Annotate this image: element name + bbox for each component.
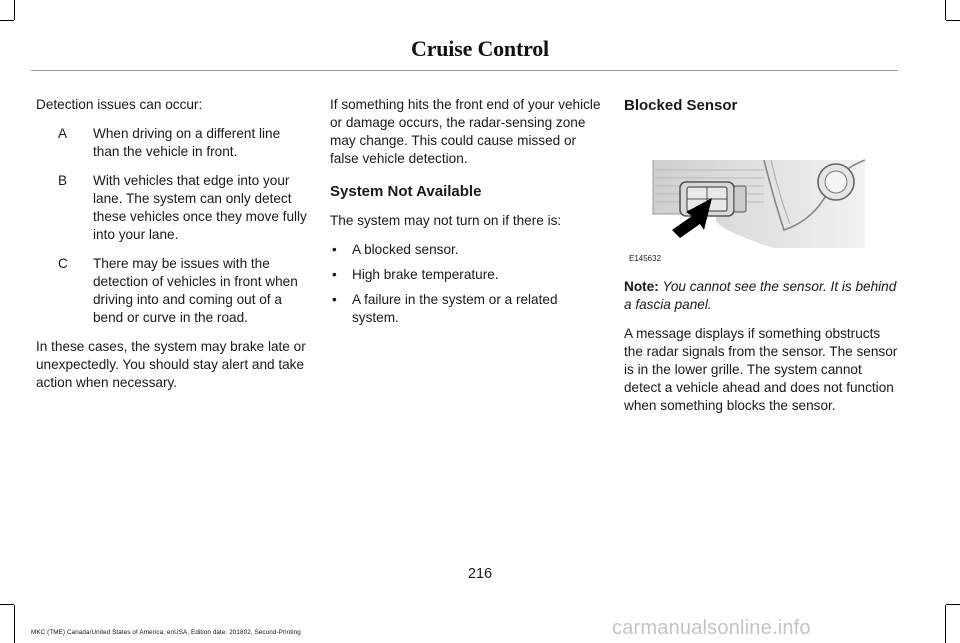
crop-mark [946, 20, 960, 21]
column-3 [624, 96, 899, 426]
list-item-key: C [58, 256, 68, 271]
list-item [36, 172, 308, 244]
bullet-text: High brake temperature. [352, 267, 499, 282]
note-paragraph [624, 278, 899, 314]
blocked-sensor-paragraph: A message displays if something obstructs the radar signals from the sensor. The sensor is in the lower grille. The system cannot detect a vehicle ahead and does not function when something blocks the sensor. [624, 326, 898, 413]
bullet-icon: • [332, 242, 337, 257]
page-number: 216 [467, 566, 493, 582]
bullet-item [330, 266, 602, 284]
bullet-text: A blocked sensor. [352, 242, 459, 257]
header-rule [31, 70, 898, 71]
bullet-item [330, 291, 602, 327]
section-heading-system-not-available: System Not Available [330, 183, 482, 200]
list-item-text: When driving on a different line than the vehicle in front. [93, 126, 281, 159]
bumper-grille-image [624, 130, 865, 255]
section-heading-blocked-sensor: Blocked Sensor [624, 97, 738, 114]
availability-lead: The system may not turn on if there is: [330, 213, 562, 228]
figure-code: E145632 [629, 254, 662, 263]
crop-mark [14, 0, 15, 20]
list-item-text: There may be issues with the detection of vehicles in front when driving into and coming out of a bend or curve in the road. [93, 256, 298, 325]
list-item [36, 125, 308, 161]
page-title: Cruise Control [411, 36, 549, 61]
list-item-key: B [58, 173, 68, 188]
note-text: You cannot see the sensor. It is behind a fascia panel. [624, 279, 897, 312]
list-item [36, 255, 308, 327]
bullet-icon: • [332, 292, 337, 307]
crop-mark [946, 604, 960, 605]
closing-paragraph: In these cases, the system may brake late or unexpectedly. You should stay alert and take action when necessary. [36, 339, 306, 390]
list-item-key: A [58, 126, 68, 141]
bullet-item [330, 241, 602, 259]
note-label: Note: [624, 279, 659, 294]
column-1 [36, 96, 308, 403]
column-2 [330, 96, 602, 334]
crop-mark [945, 605, 946, 643]
damage-paragraph: If something hits the front end of your vehicle or damage occurs, the radar-sensing zone may change. This could cause missed or false vehicle detection. [330, 97, 601, 166]
list-item-text: With vehicles that edge into your lane. The system can only detect these vehicles once they move fully into your lane. [93, 173, 307, 242]
watermark: carmanualsonline.info [612, 617, 811, 639]
bullet-list [330, 241, 602, 327]
crop-mark [945, 0, 946, 20]
bullet-icon: • [332, 267, 337, 282]
crop-mark [0, 20, 14, 21]
edition-footer: MKC (TME) Canada/United States of America, enUSA, Edition date: 201802, Second-Printing [31, 629, 301, 636]
crop-mark [14, 605, 15, 643]
detection-intro: Detection issues can occur: [36, 97, 203, 112]
crop-mark [0, 604, 14, 605]
bullet-text: A failure in the system or a related system. [352, 292, 558, 325]
sensor-location-illustration [624, 130, 865, 268]
